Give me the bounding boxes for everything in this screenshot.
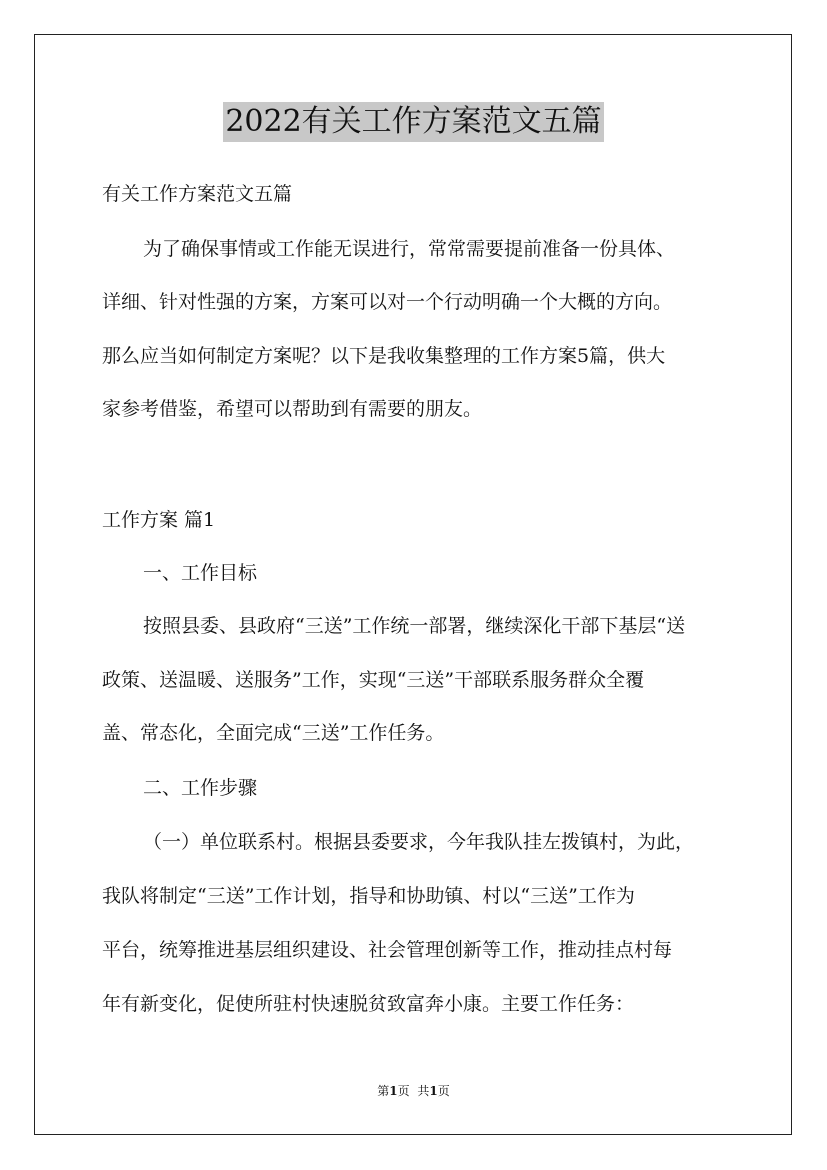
document-title: 2022有关工作方案范文五篇 bbox=[223, 102, 603, 142]
step1-line-3: 平台，统筹推进基层组织建设、社会管理创新等工作，推动挂点村每 bbox=[102, 939, 673, 961]
footer-total-prefix: 共 bbox=[417, 1084, 430, 1098]
intro-line-4: 家参考借鉴，希望可以帮助到有需要的朋友。 bbox=[102, 398, 483, 420]
footer-page-suffix: 页 bbox=[397, 1084, 410, 1098]
goal-text-line-1: 按照县委、县政府“三送”工作统一部署，继续深化干部下基层“送 bbox=[143, 615, 686, 637]
goal-text-line-3: 盖、常态化，全面完成“三送”工作任务。 bbox=[102, 722, 445, 744]
footer-page-number: 1 bbox=[389, 1084, 398, 1098]
intro-line-2: 详细、针对性强的方案，方案可以对一个行动明确一个大概的方向。 bbox=[102, 291, 673, 313]
page-footer bbox=[0, 1083, 827, 1099]
steps-heading: 二、工作步骤 bbox=[143, 777, 258, 799]
document-subtitle: 有关工作方案范文五篇 bbox=[102, 183, 293, 205]
intro-line-1: 为了确保事情或工作能无误进行，常常需要提前准备一份具体、 bbox=[143, 238, 676, 260]
section-heading: 工作方案 篇1 bbox=[102, 509, 216, 531]
footer-total-suffix: 页 bbox=[437, 1084, 450, 1098]
footer-prefix: 第 bbox=[377, 1084, 390, 1098]
goal-text-line-2: 政策、送温暖、送服务”工作，实现“三送”干部联系服务群众全覆 bbox=[102, 669, 645, 691]
step1-line-1: （一）单位联系村。根据县委要求，今年我队挂左拨镇村，为此， bbox=[143, 831, 695, 853]
intro-line-3: 那么应当如何制定方案呢？以下是我收集整理的工作方案5篇，供大 bbox=[102, 345, 666, 367]
title-container bbox=[0, 102, 827, 142]
step1-line-4: 年有新变化，促使所驻村快速脱贫致富奔小康。主要工作任务： bbox=[102, 993, 635, 1015]
footer-total-pages: 1 bbox=[429, 1084, 438, 1098]
goal-heading: 一、工作目标 bbox=[143, 562, 258, 584]
step1-line-2: 我队将制定“三送”工作计划，指导和协助镇、村以“三送”工作为 bbox=[102, 885, 635, 907]
